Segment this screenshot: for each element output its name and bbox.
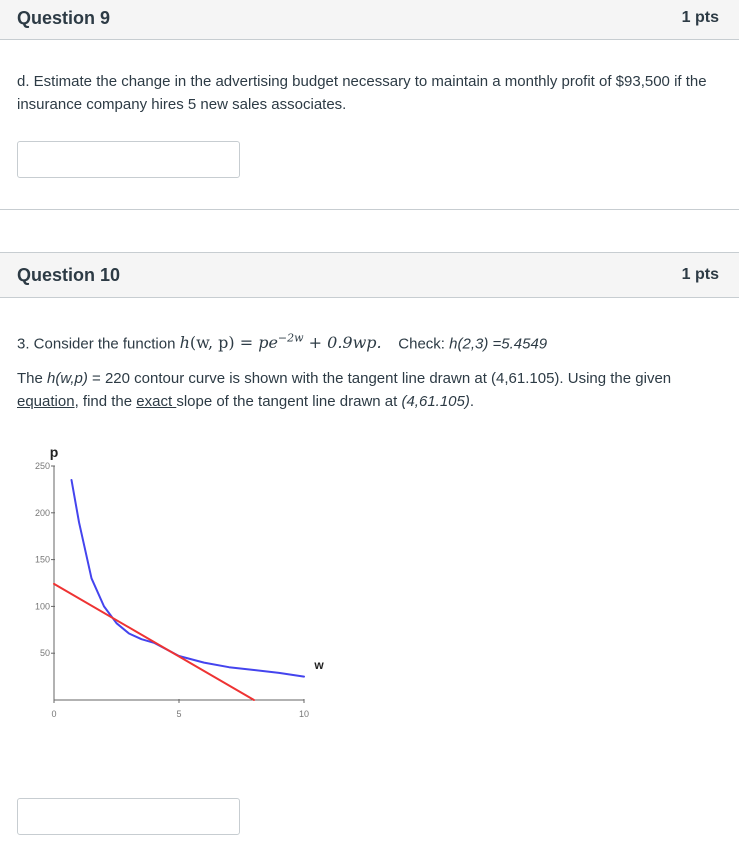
x-axis-label: w — [314, 658, 324, 673]
y-tick-label: 250 — [34, 461, 50, 471]
tangent-line — [54, 584, 254, 700]
contour-plot — [25, 438, 325, 728]
y-axis-label: p — [49, 444, 59, 460]
question-9-bottom-divider — [0, 209, 739, 210]
function-name: h — [179, 333, 190, 353]
x-tick-label: 0 — [51, 709, 57, 719]
plot-series — [54, 480, 304, 700]
question-9-title: Question 9 — [17, 8, 111, 28]
check-label: Check: — [398, 335, 450, 353]
question-10-line-2 — [17, 367, 722, 413]
contour-line — [72, 480, 305, 677]
function-eq: = pe — [234, 333, 278, 353]
check-value: h(2,3) =5.4549 — [449, 335, 548, 353]
tangent-point: (4,61.105) — [401, 393, 470, 410]
function-rest: + 0.9wp. — [303, 333, 382, 353]
question-10-points: 1 pts — [681, 266, 719, 283]
contour-text-5: . — [469, 393, 475, 410]
question-9-text: d. Estimate the change in the advertising budget necessary to maintain a monthly profit of $93,500 if the insurance company hires 5 new sales associates. — [17, 73, 707, 113]
question-9-answer-input[interactable] — [17, 141, 240, 178]
function-exponent: −2w — [277, 332, 304, 345]
question-9-header — [0, 0, 739, 40]
contour-text-2: = 220 contour curve is shown with the tangent line drawn at (4,61.105). Using the given — [87, 370, 672, 387]
question-10-answer-input[interactable] — [17, 798, 240, 835]
y-tick-label: 200 — [34, 507, 50, 518]
question-9-points: 1 pts — [681, 9, 719, 26]
plot-axes — [51, 466, 304, 703]
question-10-line-1 — [17, 327, 722, 355]
function-intro-text: 3. Consider the function — [17, 335, 180, 353]
question-10-title: Question 10 — [17, 265, 121, 285]
equation-link[interactable]: equation — [17, 393, 75, 410]
x-tick-label: 5 — [176, 709, 182, 719]
y-tick-label: 50 — [39, 648, 50, 659]
y-tick-label: 100 — [34, 601, 50, 612]
contour-text-4: slope of the tangent line drawn at — [176, 393, 402, 410]
x-tick-label: 10 — [298, 709, 310, 719]
function-formula — [180, 333, 382, 352]
exact-word: exact — [136, 393, 177, 410]
contour-function: h(w,p) — [47, 370, 88, 387]
plot-labels — [35, 444, 324, 719]
contour-text-3: , find the — [74, 393, 137, 410]
y-tick-label: 150 — [34, 554, 50, 565]
question-10-header — [0, 252, 739, 298]
function-args: (w, p) — [189, 333, 235, 353]
contour-text-1: The — [17, 370, 48, 387]
